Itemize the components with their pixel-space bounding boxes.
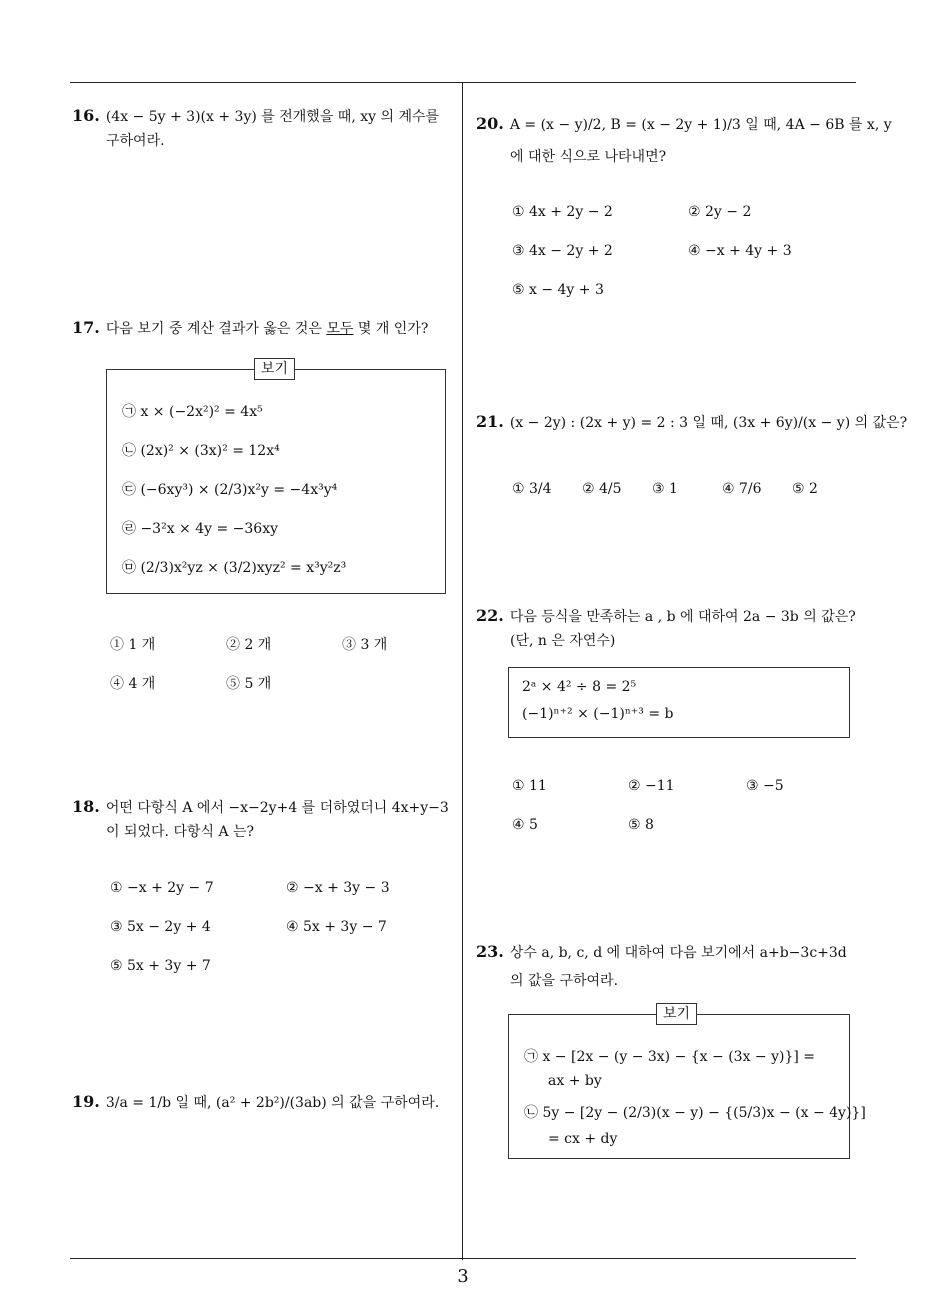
example-item: = cx + dy: [548, 1131, 618, 1147]
question-text: 다음 보기 중 계산 결과가 옳은 것은: [105, 321, 327, 337]
choice-option[interactable]: ④ 4 개: [110, 676, 156, 692]
example-item: ㉠ x × (−2x²)² = 4x⁵: [122, 404, 263, 420]
page-number: 3: [457, 1266, 469, 1287]
question-19: [72, 1090, 439, 1115]
question-number: 23.: [476, 942, 504, 961]
example-item: ㉡ 5y − [2y − (2/3)(x − y) − {(5/3)x − (x − 4y)}]: [524, 1105, 866, 1121]
question-number: 17.: [72, 318, 100, 337]
choice-option[interactable]: ③ −5: [746, 778, 784, 794]
choice-option[interactable]: ① 1 개: [110, 637, 156, 653]
choice-option[interactable]: ⑤ 8: [628, 817, 654, 833]
top-rule: [70, 82, 856, 83]
choice-option[interactable]: ⑤ x − 4y + 3: [512, 282, 604, 298]
question-text: 이 되었다. 다항식 A 는?: [106, 824, 255, 840]
choice-option[interactable]: ② 2 개: [226, 637, 272, 653]
question-number: 20.: [476, 114, 504, 133]
example-item: ㉣ −3²x × 4y = −36xy: [122, 521, 279, 537]
question-18: [72, 795, 449, 844]
question-16: [72, 104, 439, 153]
example-item: ax + by: [548, 1073, 602, 1089]
question-text: 의 값을 구하여라.: [510, 973, 619, 989]
question-20: [476, 112, 892, 169]
question-text: 다음 등식을 만족하는 a , b 에 대하여 2a − 3b 의 값은?: [509, 609, 856, 625]
choice-option[interactable]: ④ 7/6: [722, 481, 762, 497]
question-text: (4x − 5y + 3)(x + 3y) 를 전개했을 때, xy 의 계수를: [105, 109, 440, 125]
example-box-label: 보기: [254, 358, 295, 380]
choice-option[interactable]: ② −x + 3y − 3: [286, 880, 390, 896]
example-item: ㉢ (−6xy³) × (2/3)x²y = −4x³y⁴: [122, 482, 338, 498]
choice-option[interactable]: ⑤ 2: [792, 481, 818, 497]
question-number: 18.: [72, 797, 100, 816]
question-text: 어떤 다항식 A 에서 −x−2y+4 를 더하였더니 4x+y−3: [105, 800, 449, 816]
example-item: ㉤ (2/3)x²yz × (3/2)xyz² = x³y²z³: [122, 560, 347, 576]
question-number: 19.: [72, 1092, 100, 1111]
choice-option[interactable]: ③ 1: [652, 481, 678, 497]
condition-line: (−1)ⁿ⁺² × (−1)ⁿ⁺³ = b: [522, 706, 674, 722]
condition-box: [508, 667, 850, 738]
question-text: (x − 2y) : (2x + y) = 2 : 3 일 때, (3x + 6y)/(x − y) 의 값은?: [509, 415, 908, 431]
choice-option[interactable]: ② 2y − 2: [688, 204, 752, 220]
question-text: 에 대한 식으로 나타내면?: [510, 149, 667, 165]
choice-option[interactable]: ① 3/4: [512, 481, 552, 497]
question-text: (단, n 은 자연수): [510, 633, 616, 649]
choice-option[interactable]: ① 4x + 2y − 2: [512, 204, 613, 220]
bottom-rule: [70, 1258, 856, 1259]
choice-option[interactable]: ⑤ 5x + 3y + 7: [110, 958, 211, 974]
question-text: A = (x − y)/2, B = (x − 2y + 1)/3 일 때, 4A − 6B 를 x, y: [509, 117, 892, 133]
choice-option[interactable]: ③ 5x − 2y + 4: [110, 919, 211, 935]
underlined-word: 모두: [326, 321, 354, 337]
choice-option[interactable]: ④ 5: [512, 817, 538, 833]
choice-option[interactable]: ③ 3 개: [342, 637, 388, 653]
question-text: 3/a = 1/b 일 때, (a² + 2b²)/(3ab) 의 값을 구하여라.: [105, 1095, 440, 1111]
question-number: 21.: [476, 412, 504, 431]
choice-option[interactable]: ④ −x + 4y + 3: [688, 243, 792, 259]
choice-option[interactable]: ② 4/5: [582, 481, 622, 497]
question-number: 16.: [72, 106, 100, 125]
choice-option[interactable]: ① −x + 2y − 7: [110, 880, 214, 896]
choice-option[interactable]: ⑤ 5 개: [226, 676, 272, 692]
example-item: ㉠ x − [2x − (y − 3x) − {x − (3x − y)}] =: [524, 1049, 816, 1065]
question-23: [476, 940, 847, 993]
question-17: [72, 316, 428, 341]
example-box-label: 보기: [656, 1003, 697, 1025]
question-22: [476, 604, 856, 653]
question-number: 22.: [476, 606, 504, 625]
example-item: ㉡ (2x)² × (3x)² = 12x⁴: [122, 443, 280, 459]
question-21: [476, 410, 907, 435]
column-divider: [462, 83, 463, 1260]
choice-option[interactable]: ② −11: [628, 778, 675, 794]
question-text: 몇 개 인가?: [353, 321, 429, 337]
question-text: 구하여라.: [106, 133, 165, 149]
choice-option[interactable]: ③ 4x − 2y + 2: [512, 243, 613, 259]
condition-line: 2ᵃ × 4² ÷ 8 = 2⁵: [522, 679, 637, 695]
choice-option[interactable]: ① 11: [512, 778, 547, 794]
choice-option[interactable]: ④ 5x + 3y − 7: [286, 919, 387, 935]
question-text: 상수 a, b, c, d 에 대하여 다음 보기에서 a+b−3c+3d: [509, 945, 847, 961]
